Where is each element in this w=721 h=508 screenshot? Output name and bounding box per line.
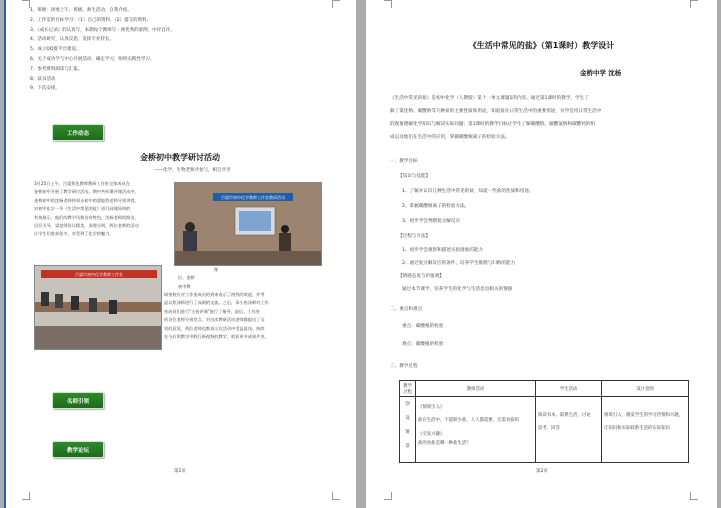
sub-heading: 【知识与技能】 xyxy=(398,174,431,179)
objective-item: 1、初步学会观察和描述实验现象的能力 xyxy=(402,248,484,253)
classroom-photo xyxy=(174,182,322,266)
article-subtitle: ——化学、生物老师共参与，相互共享 xyxy=(154,168,231,173)
objective-item: 1、了解并认识几种生活中常见的盐，知道一些盐的性质和用途。 xyxy=(402,189,534,194)
list-item: 4、活动研究，认真反思，发挥专业特长。 xyxy=(30,37,114,43)
objective-item: 3、初步学会判断复分解反应 xyxy=(402,219,461,224)
stage-cell: 创 设 情 景 xyxy=(400,397,416,463)
list-item: 9、下次安排。 xyxy=(30,86,60,92)
intro-line: 《生活中常见的盐》是初中化学（人教版）第十一单元课题1的内容。通过第1课时的教学，学生了 xyxy=(390,96,589,101)
crop-mark xyxy=(384,0,392,8)
intro-line: 成以及他们在生活中的应用，掌握碳酸根离子的检验方法。 xyxy=(390,135,510,140)
objective-item: 2、通过复分解反应的条件，培养学生推理与归纳的能力 xyxy=(402,261,516,266)
intro-line: 解了氯化钠、碳酸钠等几种盐的主要性质和用途，知道盐在日常生活中的重要用途，并学会用日常生活中 xyxy=(390,109,602,114)
crop-mark xyxy=(22,492,30,500)
table-header-row xyxy=(400,381,689,397)
sub-heading: 【情感态度与价值观】 xyxy=(398,274,444,279)
list-item: 6、关于成功学与中心开展活动，确定学习，组织实践性学习。 xyxy=(30,56,155,62)
list-item: 7、参考资料阅读与汇报。 xyxy=(30,66,83,72)
section-heading: 三、教学过程 xyxy=(390,364,418,369)
section-heading: 一、教学目标 xyxy=(390,159,418,164)
section-ribbon-famous-teacher: 名师引领 xyxy=(52,392,104,409)
crop-mark xyxy=(690,492,698,500)
crop-mark xyxy=(332,0,340,8)
meeting-room-photo xyxy=(34,265,162,350)
crop-mark xyxy=(22,0,30,8)
photo1-banner-text: 吕梁市初中化学教师工作室教研活动 xyxy=(221,195,285,200)
page-number: 第2页 xyxy=(536,469,548,474)
crop-mark xyxy=(690,0,698,8)
sub-heading: 【过程与方法】 xyxy=(398,234,431,239)
article-title: 金桥初中教学研讨活动 xyxy=(140,153,220,162)
design-intent-cell: 情境引入，激发学生的学习热情和兴趣， 让知识和实际联系生活的实际知识 xyxy=(602,397,689,463)
lesson-plan-author: 金桥中学 沈杨 xyxy=(580,69,622,77)
objective-item: 通过本节课学，培养学生的化学与生活息息相关的情感 xyxy=(402,287,513,292)
list-item: 1、班级：团委上午、班级、师生活动、自我介绍。 xyxy=(30,8,132,13)
meeting-agenda-list xyxy=(30,6,330,94)
left-page xyxy=(4,0,356,508)
list-item: 5、成立QQ群平台建设。 xyxy=(30,47,81,53)
section-heading: 二、重点和难点 xyxy=(390,307,423,312)
student-activity-cell: 阅读书本，联系生活，讨论 思考，回答 xyxy=(536,397,602,463)
difficult-point: 难点：碳酸根的检验 xyxy=(402,342,444,347)
table-row xyxy=(400,397,689,463)
objective-item: 2、掌握碳酸根离子的检验方法。 xyxy=(402,204,470,209)
article-paragraph-2: 研室校长对工作室成员的到来表示了热烈的欢迎，并考 虑以焦泽师进行了深刻的交流。之后，邓小焦泽师对工作 室成员们进行"主持评课"进行了指导，最后，工作室 的各位老师分别发言，对这次教研活动老师都提出了宝 贵的意见，两位老师也都表示在活动中受益匪浅。持续 在今后的教学中践行新视野的教学，收获更多成果共享。 xyxy=(164,292,269,340)
right-page xyxy=(366,0,717,508)
teaching-process-table xyxy=(399,380,689,463)
table-header-cell: 设计意图 xyxy=(602,381,689,397)
table-header-cell: 教师活动 xyxy=(416,381,536,397)
crop-mark xyxy=(384,492,392,500)
photo2-banner-text: 吕梁市初中化学教师工作室 xyxy=(75,272,123,277)
list-item: 3、《成长记录》的认真写，本期每个教师写一两优秀的案例，中评自评。 xyxy=(30,27,175,33)
crop-mark xyxy=(332,492,340,500)
page-number: 第1页 xyxy=(174,469,186,474)
lesson-plan-title: 《生活中常见的盐》（第1课时）教学设计 xyxy=(468,41,615,50)
key-point: 重点：碳酸根的检验 xyxy=(402,324,444,329)
list-item: 2、工作室的目标学习：（1）自己的资料，（2）提交的资料。 xyxy=(30,17,152,23)
intro-line: 的现象理解化学知识与解决实际问题；第1课时的教学目标让学生了解碳酸钠、碳酸氢钠和碳酸钙的组 xyxy=(390,122,596,127)
table-header-cell: 学生活动 xyxy=(536,381,602,397)
article-paragraph-2-head: 课 后，金桥 初中教 xyxy=(178,267,218,289)
teacher-activity-cell: 《情境引入》 盐在生活中，不能缺少盐，人人都需要，无需食盐吗 《引发兴趣》 盐的食盐是哪一种盐生活？ xyxy=(416,397,536,463)
list-item: 8、读书活动 xyxy=(30,76,56,82)
section-ribbon-forum: 教学论坛 xyxy=(52,441,104,458)
section-ribbon-work-dynamics: 工作动态 xyxy=(52,124,104,141)
article-paragraph-1: 3月25日上午，吕梁焦化教师教研工作室全体成员在 金桥初中开展了教学研讨活动。期中共听课评课活动中， 金桥初中的沈杨老师和邓永初中的梁能胜老师分别讲授。 对初中化学一节《生活中常见的盐》进行同课异构的 有效展示，他们的教学风格各有特色，沈杨老师的简洁， 层层引导，梁老师设计精美，条理分明，两位老师的活动 让学生们收获很多，享受到了化学的魅力。 xyxy=(34,181,139,237)
table-header-cell: 教学过程 xyxy=(400,381,416,397)
page-border-left xyxy=(4,0,6,508)
